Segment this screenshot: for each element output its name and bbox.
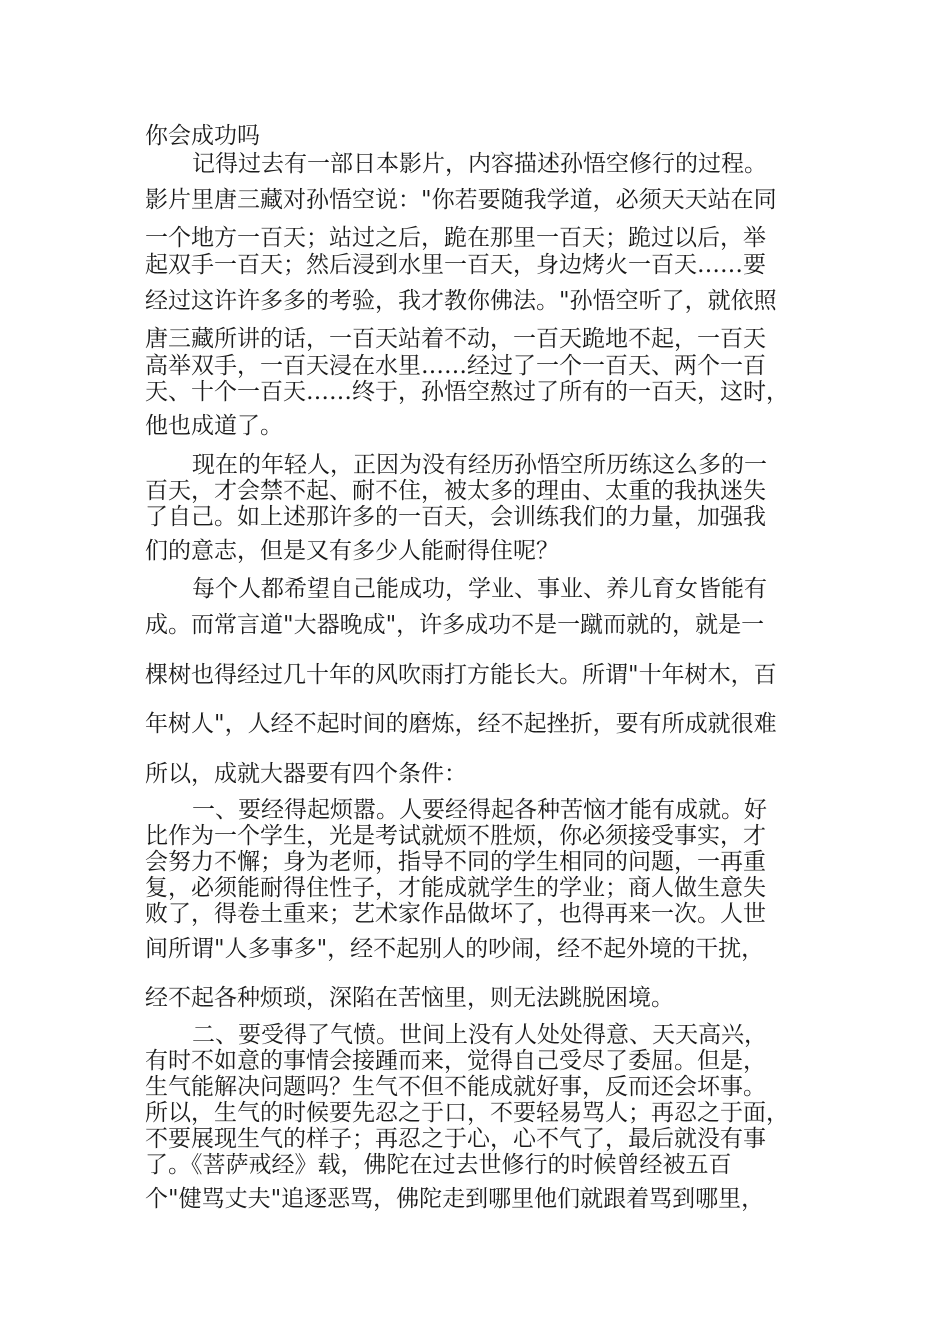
paragraph-line: 起双手一百天；然后浸到水里一百天，身边烤火一百天……要 [145,252,766,278]
paragraph-line: 经过这许许多多的考验，我才教你佛法。"孙悟空听了，就依照 [145,288,777,314]
paragraph-line: 现在的年轻人，正因为没有经历孙悟空所历练这么多的一 [192,452,767,478]
paragraph-line: 有时不如意的事情会接踵而来，觉得自己受尽了委屈。但是， [145,1048,766,1074]
paragraph-line: 记得过去有一部日本影片，内容描述孙悟空修行的过程。 [192,151,767,177]
paragraph-line: 个"健骂丈夫"追逐恶骂，佛陀走到哪里他们就跟着骂到哪里， [145,1186,765,1212]
paragraph-line: 了。《菩萨戒经》载，佛陀在过去世修行的时候曾经被五百 [145,1152,732,1178]
paragraph-line: 百天，才会禁不起、耐不住，被太多的理由、太重的我执迷失 [145,478,766,504]
paragraph-line: 生气能解决问题吗？生气不但不能成就好事，反而还会坏事。 [145,1074,766,1100]
paragraph-line: 一、要经得起烦嚣。人要经得起各种苦恼才能有成就。好 [192,797,767,823]
paragraph-line: 天、十个一百天……终于，孙悟空熬过了所有的一百天，这时， [145,379,789,405]
paragraph-line: 棵树也得经过几十年的风吹雨打方能长大。所谓"十年树木，百 [145,662,777,688]
paragraph-line: 每个人都希望自己能成功，学业、事业、养儿育女皆能有 [192,576,767,602]
paragraph-line: 年树人"，人经不起时间的磨炼，经不起挫折，要有所成就很难 [145,711,777,737]
paragraph-line: 一个地方一百天；站过之后，跪在那里一百天；跪过以后，举 [145,225,766,251]
paragraph-line: 会努力不懈；身为老师，指导不同的学生相同的问题，一再重 [145,849,766,875]
paragraph-line: 他也成道了。 [145,413,283,439]
paragraph-line: 间所谓"人多事多"，经不起别人的吵闹，经不起外境的干扰， [145,936,765,962]
document-title: 你会成功吗 [145,123,260,149]
paragraph-line: 了自己。如上述那许多的一百天，会训练我们的力量，加强我 [145,504,766,530]
paragraph-line: 唐三藏所讲的话，一百天站着不动，一百天跪地不起，一百天 [145,326,766,352]
paragraph-line: 复，必须能耐得住性子，才能成就学生的学业；商人做生意失 [145,875,766,901]
paragraph-line: 影片里唐三藏对孙悟空说："你若要随我学道，必须天天站在同 [145,187,777,213]
paragraph-line: 们的意志，但是又有多少人能耐得住呢？ [145,538,559,564]
paragraph-line: 所以，成就大器要有四个条件： [145,761,467,787]
paragraph-line: 高举双手，一百天浸在水里……经过了一个一百天、两个一百 [145,353,766,379]
paragraph-line: 不要展现生气的样子；再忍之于心，心不气了，最后就没有事 [145,1126,766,1152]
paragraph-line: 成。而常言道"大器晚成"，许多成功不是一蹴而就的，就是一 [145,612,765,638]
paragraph-line: 二、要受得了气愤。世间上没有人处处得意、天天高兴， [192,1022,767,1048]
paragraph-line: 经不起各种烦琐，深陷在苦恼里，则无法跳脱困境。 [145,985,674,1011]
paragraph-line: 比作为一个学生，光是考试就烦不胜烦，你必须接受事实，才 [145,823,766,849]
paragraph-line: 败了，得卷土重来；艺术家作品做坏了，也得再来一次。人世 [145,901,766,927]
paragraph-line: 所以，生气的时候要先忍之于口，不要轻易骂人；再忍之于面， [145,1100,789,1126]
